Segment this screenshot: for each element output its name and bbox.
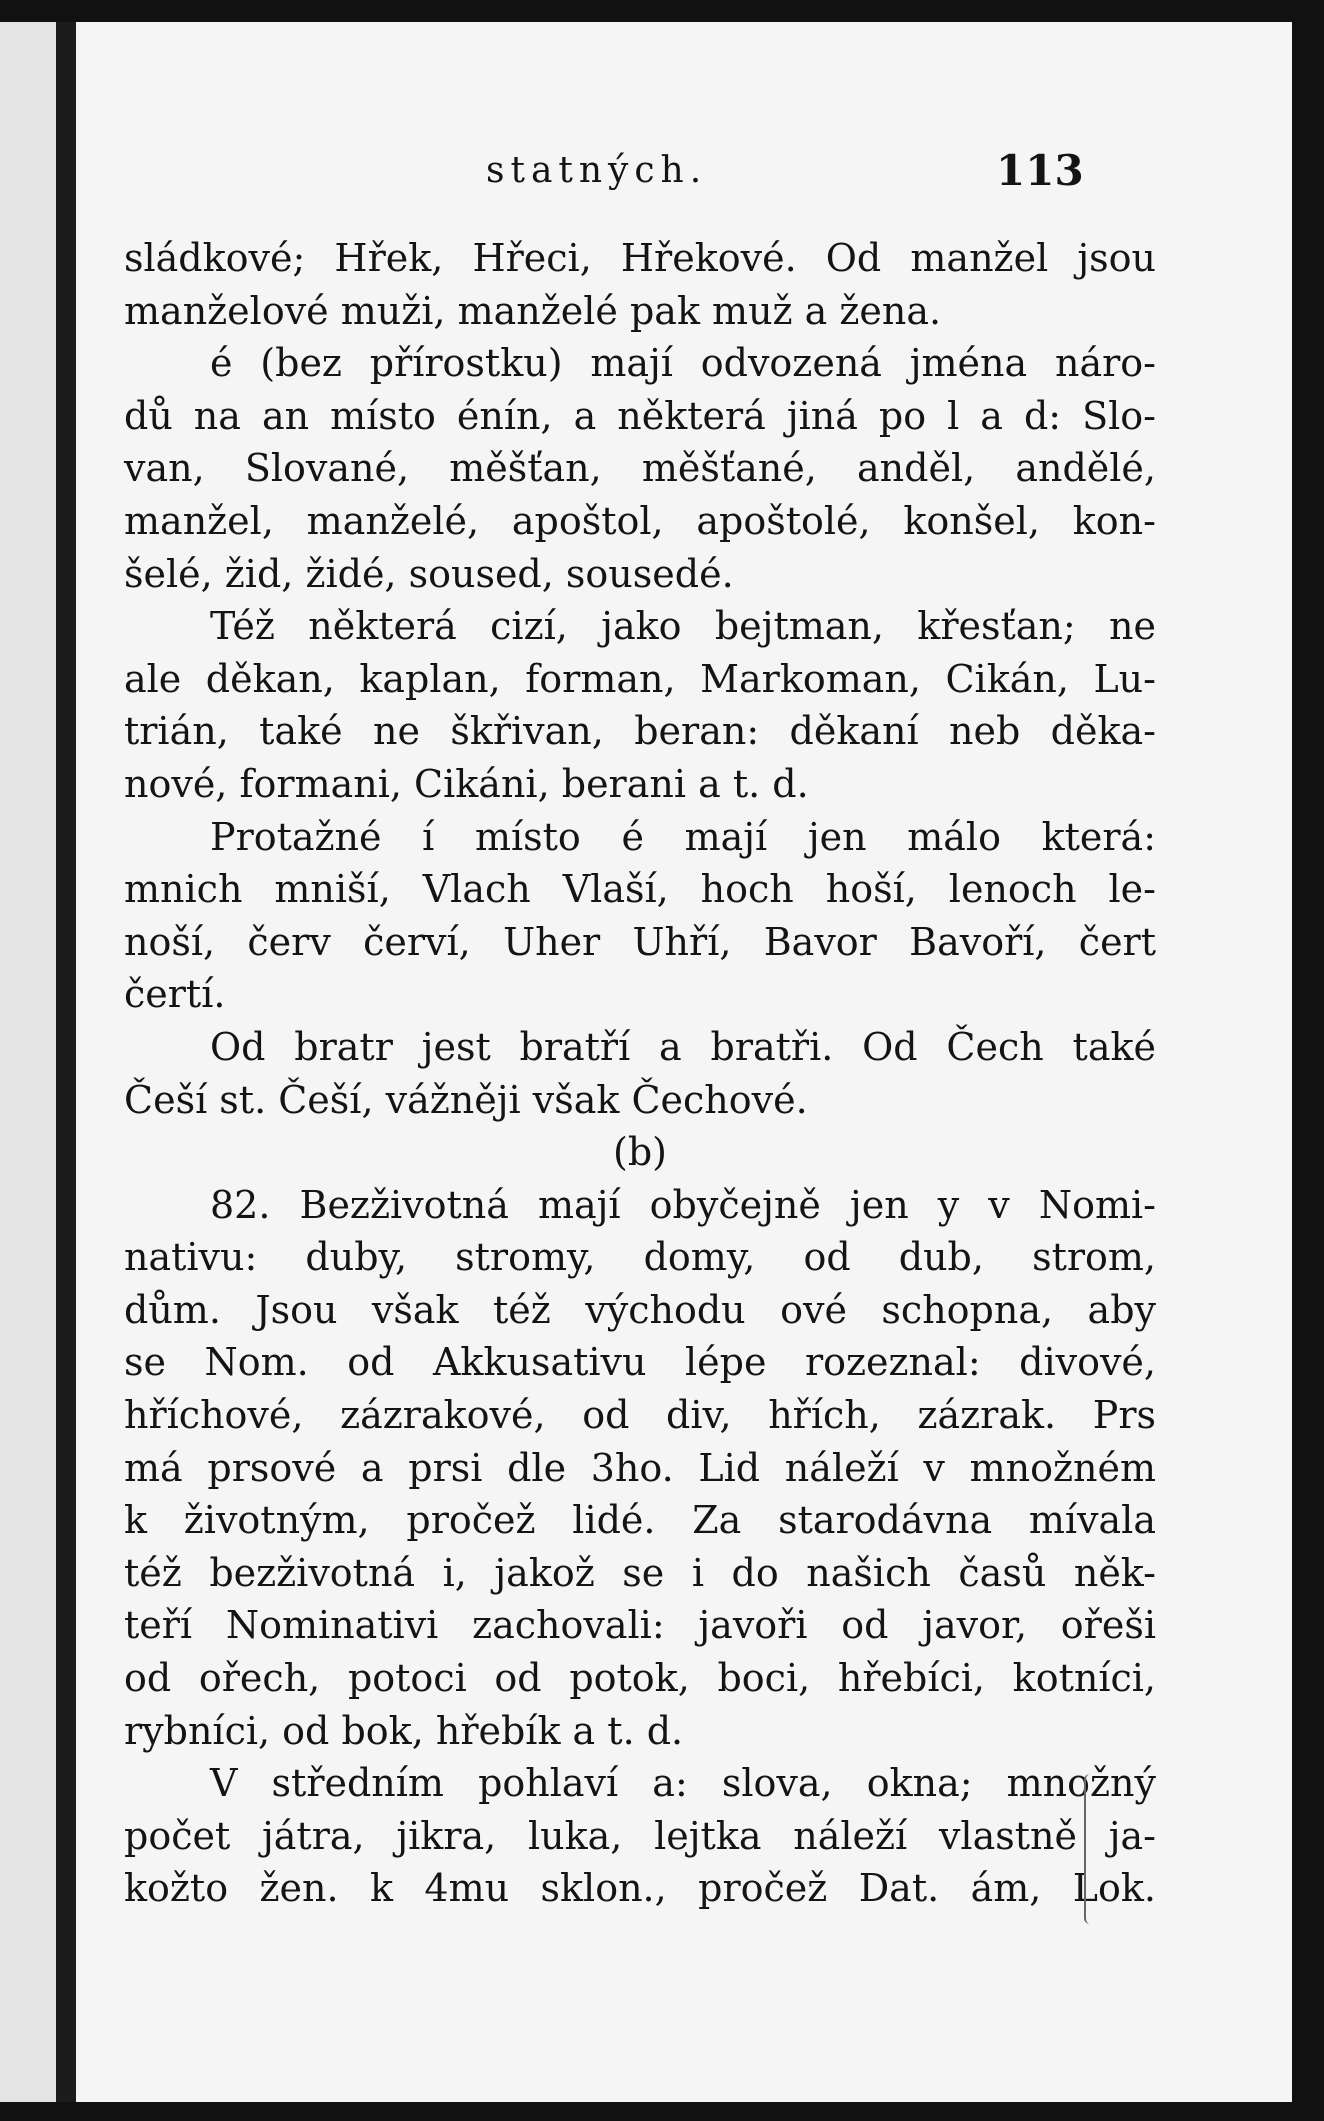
- text-line: Od bratr jest bratří a bratři. Od Čech také: [210, 1024, 1156, 1069]
- text-line: mnich mniší, Vlach Vlaší, hoch hoší, lenoch le-: [124, 867, 1156, 912]
- text-line: kožto žen. k 4mu sklon., pročež Dat. ám, Lok.: [124, 1866, 1156, 1911]
- book-gutter: [56, 22, 76, 2102]
- text-line: sládkové; Hřek, Hřeci, Hřekové. Od manžel jsou: [124, 236, 1156, 280]
- text-line: má prsové a prsi dle 3ho. Lid náleží v množném: [124, 1445, 1156, 1490]
- text-line: trián, také ne škřivan, beran: děkaní neb děka-: [124, 709, 1156, 754]
- text-line: 82. Bezživotná mají obyčejně jen y v Nomi-: [210, 1182, 1156, 1227]
- text-line: rybníci, od bok, hřebík a t. d.: [124, 1708, 684, 1753]
- text-line: hříchové, zázrakové, od div, hřích, zázrak. Prs: [124, 1393, 1156, 1438]
- text-line: dů na an místo énín, a některá jiná po l a d: Slo-: [124, 393, 1156, 438]
- text-line: van, Slované, měšťan, měšťané, anděl, andělé,: [124, 446, 1156, 491]
- text-line: nativu: duby, stromy, domy, od dub, strom,: [124, 1235, 1156, 1280]
- adjacent-page-edge: [0, 22, 56, 2102]
- text-line: Též některá cizí, jako bejtman, křesťan; ne: [210, 604, 1156, 649]
- text-line: teří Nominativi zachovali: javoři od javor, ořeši: [124, 1603, 1156, 1648]
- text-line: počet játra, jikra, luka, lejtka náleží vlastně ja-: [124, 1813, 1156, 1858]
- text-line: též bezživotná i, jakož se i do našich časů něk-: [124, 1550, 1156, 1595]
- text-line: od ořech, potoci od potok, boci, hřebíci, kotníci,: [124, 1656, 1156, 1701]
- text-line: k životným, pročež lidé. Za starodávna mívala: [124, 1498, 1156, 1543]
- text-line: ale děkan, kaplan, forman, Markoman, Cikán, Lu-: [124, 656, 1156, 701]
- text-line: čertí.: [124, 972, 226, 1017]
- text-line: dům. Jsou však též východu ové schopna, aby: [124, 1287, 1156, 1332]
- text-line: manžel, manželé, apoštol, apoštolé, konšel, kon-: [124, 498, 1156, 543]
- text-line: (b): [613, 1130, 667, 1175]
- text-line: se Nom. od Akkusativu lépe rozeznal: divové,: [124, 1340, 1156, 1385]
- text-line: manželové muži, manželé pak muž a žena.: [124, 288, 942, 333]
- margin-bracket-mark: [1084, 1774, 1100, 1924]
- body-text: [124, 232, 1156, 1915]
- text-line: Češí st. Češí, vážněji však Čechové.: [124, 1077, 808, 1122]
- text-line: V středním pohlaví a: slova, okna; množný: [210, 1761, 1156, 1806]
- running-head: [76, 146, 1292, 200]
- book-page: [76, 22, 1292, 2102]
- text-line: šelé, žid, židé, soused, sousedé.: [124, 551, 734, 596]
- text-line: é (bez přírostku) mají odvozená jména náro-: [210, 341, 1156, 386]
- text-line: nové, formani, Cikáni, berani a t. d.: [124, 761, 809, 806]
- text-line: noší, červ červí, Uher Uhří, Bavor Bavoří, čert: [124, 919, 1156, 964]
- running-title: statných.: [486, 150, 708, 191]
- text-line: Protažné í místo é mají jen málo která:: [210, 814, 1156, 859]
- page-number: 113: [996, 146, 1084, 195]
